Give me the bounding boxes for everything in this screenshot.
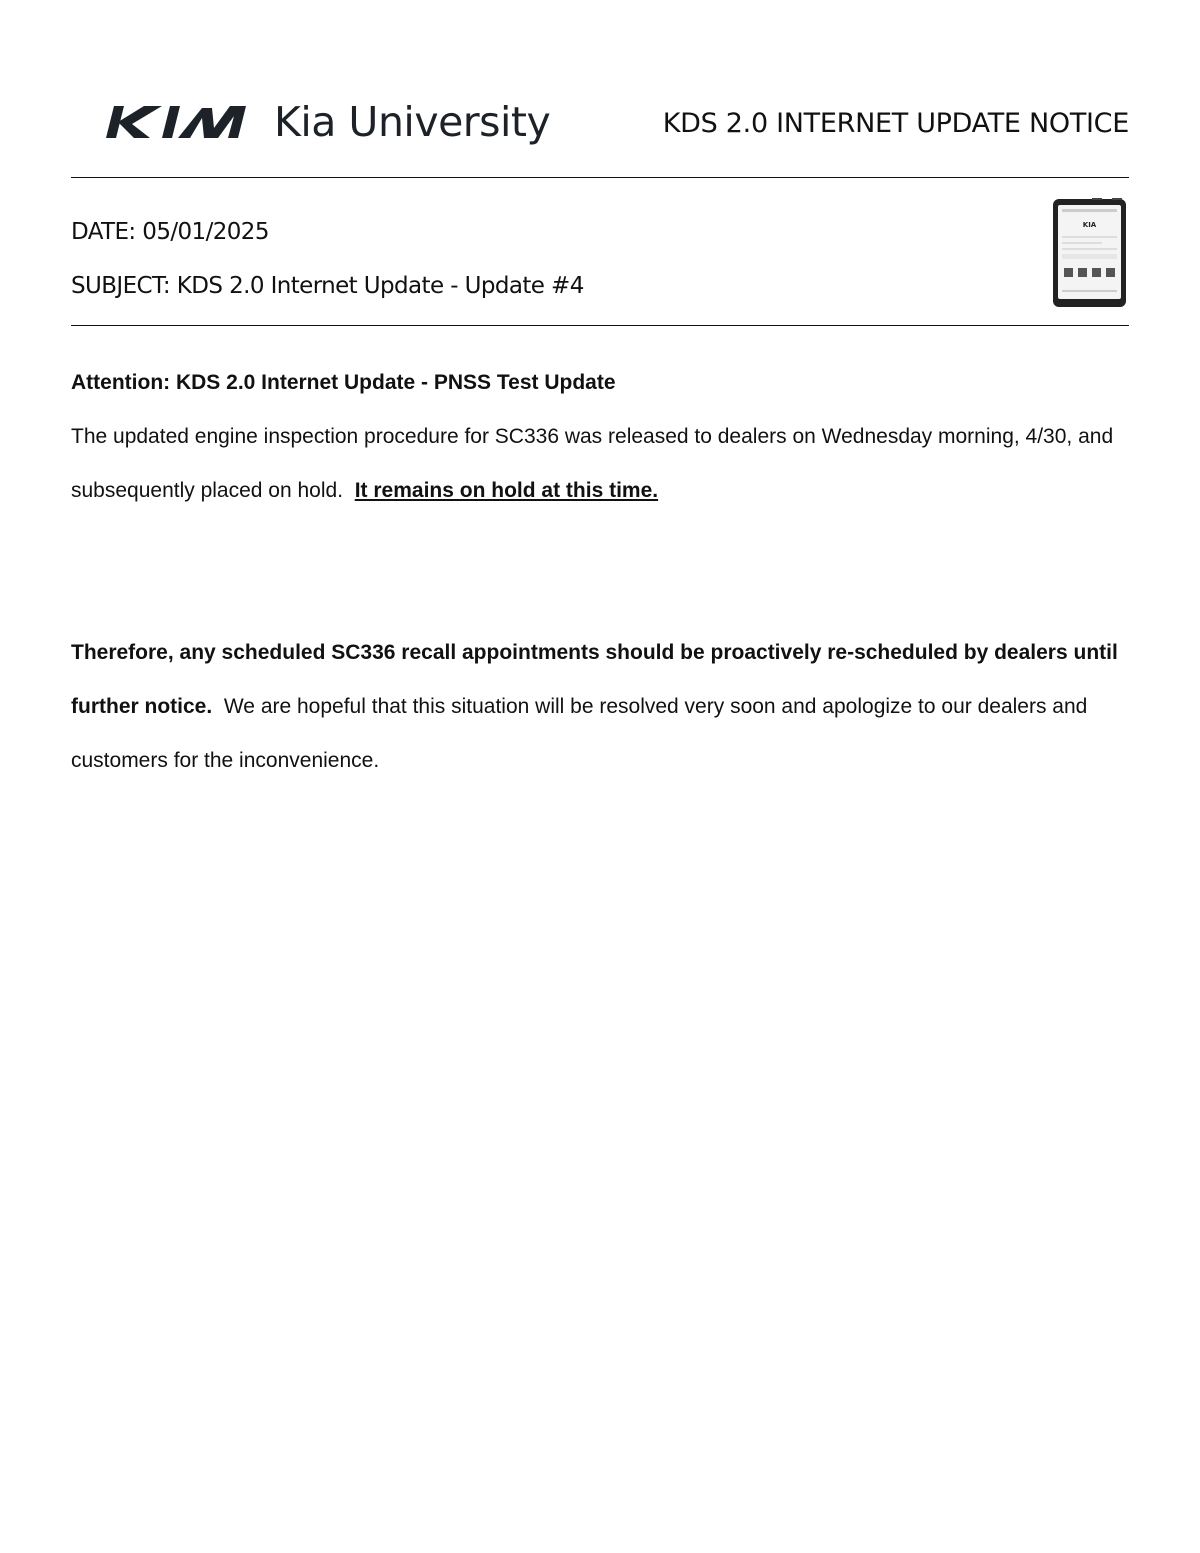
hold-emphasis: It remains on hold at this time.	[354, 479, 659, 502]
subject-line: SUBJECT: KDS 2.0 Internet Update - Update #4	[71, 273, 584, 299]
kia-university-logo	[104, 96, 550, 148]
notice-title: KDS 2.0 INTERNET UPDATE NOTICE	[662, 108, 1129, 139]
attention-line: Attention: KDS 2.0 Internet Update - PNSS Test Update	[71, 371, 616, 394]
kia-logo-icon	[104, 104, 248, 140]
apology-text: We are hopeful that this situation will be resolved very soon and apologize to our dealers and customers for the inconvenience.	[71, 695, 1088, 772]
brand-text: Kia University	[274, 98, 551, 146]
document-header	[71, 90, 1129, 150]
date-line: DATE: 05/01/2025	[71, 219, 269, 245]
action-bold-text: Therefore, any scheduled SC336 recall appointments should be proactively re-scheduled by dealers until further notice.	[71, 641, 1118, 718]
tablet-device-icon	[1052, 198, 1127, 308]
paragraph-status	[71, 410, 1129, 518]
paragraph-action	[71, 626, 1129, 788]
top-divider	[71, 177, 1129, 178]
tablet-screen-logo: KIA	[1082, 221, 1097, 229]
status-text: The updated engine inspection procedure for SC336 was released to dealers on Wednesday morning, 4/30, and subsequently placed on hold.	[71, 425, 1114, 502]
bottom-divider	[71, 325, 1129, 326]
